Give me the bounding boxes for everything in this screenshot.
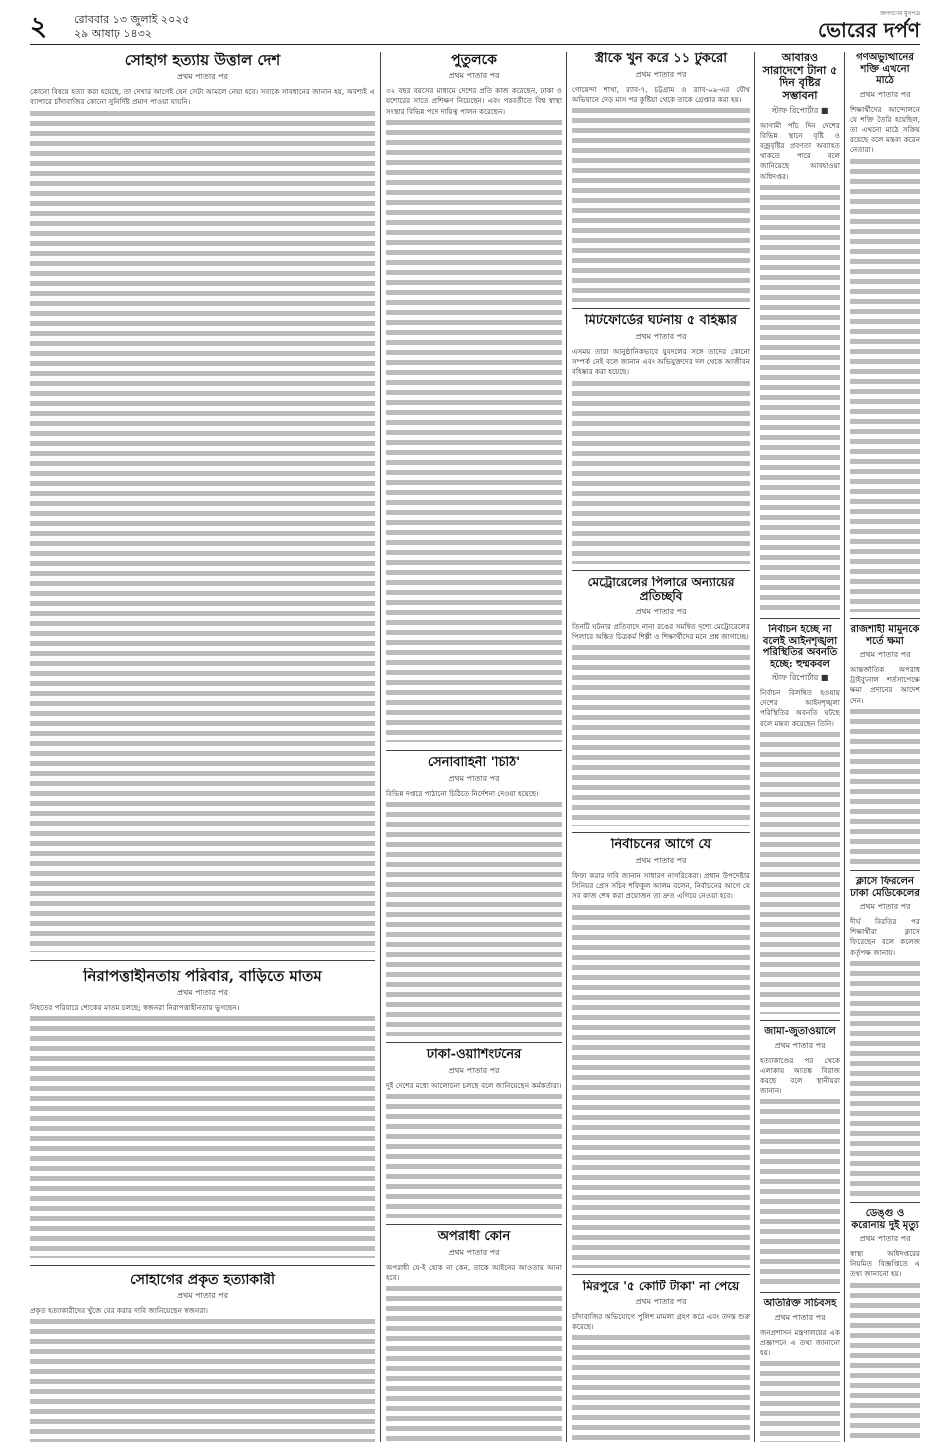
byline: প্রথম পাতার পর [859, 89, 911, 99]
byline: প্রথম পাতার পর [859, 650, 911, 659]
body-lead: দুই দেশের মধ্যে আলোচনা চলছে বলে জানিয়েছেন কর্মকর্তারা। [386, 1080, 562, 1090]
byline: প্রথম পাতার পর [177, 988, 228, 998]
article-sohag [30, 52, 375, 952]
headline: স্ত্রীকে খুন করে ১১ টুকরো [594, 52, 728, 66]
byline: স্টাফ রিপোর্টার ■ [771, 673, 829, 682]
column-rule [754, 52, 755, 1442]
byline: প্রথম পাতার পর [177, 72, 228, 82]
body-lead: বিভিন্ন দপ্তরে পাঠানো চিঠিতে নির্দেশনা দেওয়া হয়েছে। [386, 788, 539, 798]
newspaper-logo [818, 10, 920, 44]
body-text [572, 1332, 750, 1442]
byline: স্টাফ রিপোর্টার ■ [771, 105, 829, 115]
headline: নির্বাচন হচ্ছে না বলেই আইনশৃঙ্খলা পরিস্থিতির অবনতি হচ্ছে: হুম্মকবল [762, 624, 838, 670]
body-lead: তিনটি ঘটনার প্রতিবাদে নানা রঙের সমন্বিত দৃশ্যে মেট্রোরেলের পিলারে অঙ্কিত চিত্রকর্ম শিল্পী ও শিক্ষার্থীদের মনে প্রশ্ন জাগাচ্ছে। [572, 621, 750, 641]
headline: মিরপুরে '৫ কোটি টাকা' না পেয়ে [582, 1280, 740, 1293]
divider [850, 870, 920, 871]
body-lead: কোনো বিষয়ে হত্যা করা হয়েছে, তা দেখার আগেই যেন সেটা আমলে নেয়া হবে। সবাকে সাবধানের জানান হয়, অবশ্যই এ ব্যাপারে চাঁদাবাজির কোনো সুনির্দিষ্ট প্রমাণ পাওয়া যায়নি। [30, 87, 375, 107]
body-lead: গোয়েন্দা শাখা, র‌্যাব-৭, চট্টগ্রাম ও র‌্যাব-০৯-এর যৌথ অভিযানে দেড় মাস পর কুষ্টিয়া থেকে তাকে গ্রেপ্তার করা হয়। [572, 84, 750, 105]
headline: ক্লাসে ফিরলেন ঢাকা মেডিকেলের [850, 876, 920, 899]
headline: মিটফোর্ডের ঘটনায় ৫ বহিষ্কার [584, 314, 738, 328]
headline: রাজশাহী মামুনকে শর্তে ক্ষমা [850, 624, 920, 647]
body-lead: ৩২ বছর বয়সের মাধ্যমে দেশের প্রতি কাজ করেছেন, ঢাকা ও যশোরের সাতে প্রশিক্ষণ নিয়েছেন। এবং পরবর্তীতে বিশ্ব স্বাস্থ্য সংস্থার বিভিন্ন পদে দায়িত্ব পালন করেছেন। [386, 86, 562, 116]
body-lead: দীর্ঘ বিরতির পর শিক্ষার্থীরা ক্লাসে ফিরেছেন বলে কলেজ কর্তৃপক্ষ জানায়। [850, 917, 920, 957]
byline: প্রথম পাতার পর [448, 71, 500, 81]
byline: প্রথম পাতার পর [177, 1291, 228, 1301]
body-lead: জনপ্রশাসন মন্ত্রণালয়ের এক প্রজ্ঞাপনে এ তথ্য জানানো হয়। [760, 1327, 840, 1357]
article-rain [760, 52, 840, 612]
headline: মেট্রোরেলের পিলারে অন্যায়ের প্রতিচ্ছবি [587, 576, 735, 603]
divider [850, 618, 920, 619]
article-strike [572, 52, 750, 302]
byline: প্রথম পাতার পর [635, 855, 687, 865]
article-rajshahi [850, 624, 920, 864]
date-bengali: ২৯ আষাঢ় ১৪৩২ [74, 27, 152, 40]
article-mitford [572, 314, 750, 564]
article-sohag-killer [30, 1272, 375, 1442]
byline: প্রথম পাতার পর [448, 773, 500, 783]
article-putul [386, 52, 562, 742]
article-sochib [760, 1298, 840, 1442]
byline: প্রথম পাতার পর [774, 1312, 826, 1322]
column-rule [844, 52, 845, 1442]
body-text [30, 1316, 375, 1442]
divider [760, 618, 840, 619]
body-lead: আন্তর্জাতিক অপরাধ ট্রাইব্যুনাল শর্তসাপেক্ষে ক্ষমা প্রদানের আদেশ দেন। [850, 665, 920, 705]
body-lead: স্বাস্থ্য অধিদপ্তরের নিয়মিত বিজ্ঞপ্তিতে এ তথ্য জানানো হয়। [850, 1249, 920, 1279]
headline: সোহাগ হত্যায় উত্তাল দেশ [124, 52, 281, 69]
byline: প্রথম পাতার পর [448, 1065, 500, 1075]
headline: নিরাপত্তাহীনতায় পরিবার, বাড়িতে মাতম [83, 968, 322, 985]
headline: পুতুলকে [451, 52, 497, 68]
page-number: ২ [30, 12, 47, 42]
headline: ডেঙ্গু ও করোনায় দুই মৃত্যু [851, 1208, 919, 1231]
divider [572, 832, 750, 833]
body-text [386, 1091, 562, 1218]
body-lead: নিহতের পরিবারে শোকের মাতম চলছে; স্বজনরা নিরাপত্তাহীনতায় ভুগছেন। [30, 1003, 240, 1013]
body-lead: ফিফা করার দাবি জানান সাধারণ নাগরিকেরা। প্রধান উপদেষ্টার সিনিয়র প্রেস সচিব শফিকুল আলম বলেন, নির্বাচনের আগে যে সব কাজ শেষ করা প্রয়োজন তা দ্রুত এগিয়ে নেওয়া হবে। [572, 870, 750, 901]
body-lead: অপরাধী যে-ই হোক না কেন, তাকে আইনের আওতায় আনা হবে। [386, 1262, 562, 1283]
column-rule [380, 52, 381, 1442]
byline: প্রথম পাতার পর [448, 1247, 500, 1257]
body-text [386, 1283, 562, 1442]
divider [760, 1292, 840, 1293]
logo-wordmark: ভোরের দর্পণ [818, 18, 920, 42]
byline: প্রথম পাতার পর [635, 69, 687, 79]
byline: প্রথম পাতার পর [635, 1296, 687, 1306]
article-senabahini [386, 756, 562, 1036]
body-lead: নির্বাচন বিলম্বিত হওয়ায় দেশের আইনশৃঙ্খলা পরিস্থিতির অবনতি ঘটছে বলে মন্তব্য করেছেন তিনি। [760, 688, 840, 728]
column-rule [566, 52, 567, 1442]
divider [572, 570, 750, 571]
byline: প্রথম পাতার পর [859, 902, 911, 911]
article-dhaka-washington [386, 1048, 562, 1218]
headline: অপরাধী কোন [437, 1230, 511, 1244]
byline: প্রথম পাতার পর [635, 331, 687, 341]
divider [386, 1224, 562, 1225]
headline: গণঅভ্যুত্থানের শক্তি এখনো মাঠে [856, 52, 914, 86]
body-text [850, 958, 920, 1196]
body-lead: চাঁদাবাজির অভিযোগে পুলিশ মামলা গ্রহণ করে এবং তদন্ত শুরু করেছে। [572, 1311, 750, 1331]
byline: প্রথম পাতার পর [859, 1234, 911, 1243]
body-lead: এসময় তারা আনুষ্ঠানিকভাবে যুবদলের সঙ্গে তাদের কোনো সম্পর্ক নেই বলে জানান এবং অভিযুক্তদের দল থেকে আজীবন বহিষ্কার করা হয়েছে। [572, 346, 750, 377]
divider [850, 1202, 920, 1203]
date-gregorian: রোববার ১৩ জুলাই ২০২৫ [74, 13, 190, 26]
article-class [850, 876, 920, 1196]
headline: ঢাকা-ওয়াশিংটনের [426, 1048, 522, 1062]
byline: প্রথম পাতার পর [635, 606, 687, 616]
body-lead: আগামী পাঁচ দিন দেশের বিভিন্ন স্থানে বৃষ্টি ও বজ্রবৃষ্টির প্রবণতা অব্যাহত থাকতে পারে বলে জানিয়েছে আবহাওয়া অধিদপ্তর। [760, 120, 840, 181]
article-election [572, 838, 750, 1268]
article-gono [850, 52, 920, 612]
divider [386, 750, 562, 751]
headline: সোহাগের প্রকৃত হত্যাকারী [130, 1272, 275, 1288]
body-text [760, 1096, 840, 1286]
divider [572, 308, 750, 309]
masthead [30, 10, 920, 45]
headline: সেনাবাহিনী 'চিঠি' [427, 756, 521, 770]
body-text [572, 105, 750, 302]
body-text [30, 1013, 375, 1258]
issue-date [74, 13, 190, 41]
body-text [572, 642, 750, 826]
divider [30, 960, 375, 961]
divider [30, 1265, 375, 1266]
article-jama [760, 1026, 840, 1286]
headline: জামা-জুতাওয়ালে [764, 1026, 836, 1037]
headline: অতিরিক্ত সচিবসহ [763, 1298, 837, 1309]
divider [760, 1020, 840, 1021]
article-metro [572, 576, 750, 826]
body-text [386, 799, 562, 1036]
body-text [850, 1280, 920, 1442]
body-text [572, 902, 750, 1268]
body-text [30, 108, 375, 952]
article-oporadhi [386, 1230, 562, 1442]
body-text [386, 117, 562, 742]
body-text [760, 182, 840, 612]
divider [572, 1274, 750, 1275]
body-text [760, 729, 840, 1014]
article-nirbachon [760, 624, 840, 1014]
byline: প্রথম পাতার পর [774, 1040, 826, 1050]
body-lead: শিক্ষার্থীদের আন্দোলনে যে শক্তি তৈরি হয়েছিল, তা এখনো মাঠে সক্রিয় রয়েছে বলে মন্তব্য করেন নেতারা। [850, 104, 920, 155]
body-lead: প্রকৃত হত্যাকারীদের খুঁজে বের করার দাবি জানিয়েছেন স্বজনরা। [30, 1306, 208, 1316]
body-text [760, 1358, 840, 1442]
body-text [850, 156, 920, 612]
article-dengue [850, 1208, 920, 1442]
article-mirpur [572, 1280, 750, 1442]
article-niraponta [30, 968, 375, 1258]
headline: আবারও সারাদেশে টানা ৫ দিন বৃষ্টির সম্ভাবনা [762, 52, 838, 102]
body-text [572, 378, 750, 564]
divider [386, 1042, 562, 1043]
logo-tagline: জনগণের মুখপত্র [880, 10, 920, 17]
headline: নির্বাচনের আগে যে [610, 838, 712, 852]
body-lead: হত্যাকাণ্ডের পর থেকে এলাকায় আতঙ্ক বিরাজ করছে বলে স্থানীয়রা জানান। [760, 1055, 840, 1096]
body-text [850, 706, 920, 864]
